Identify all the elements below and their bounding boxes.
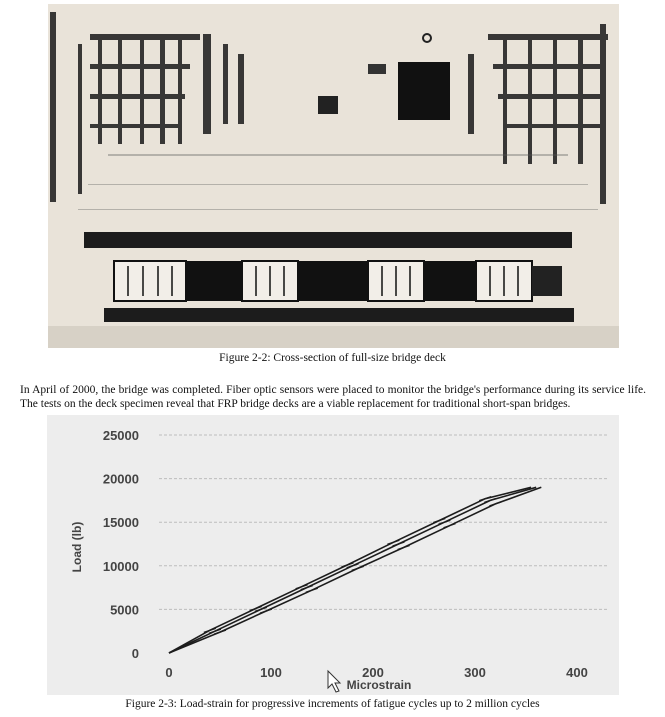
data-point bbox=[444, 524, 456, 528]
y-tick-label: 10000 bbox=[102, 558, 139, 574]
figure-2-2-caption: Figure 2-2: Cross-section of full-size bridge deck bbox=[219, 352, 446, 364]
y-tick-label: 15000 bbox=[102, 515, 139, 531]
y-tick-label: 25000 bbox=[102, 428, 139, 443]
data-point bbox=[489, 502, 501, 506]
bridge-deck-photo bbox=[48, 4, 619, 348]
y-tick-label: 5000 bbox=[110, 602, 139, 618]
x-tick-label: 0 bbox=[165, 665, 173, 680]
y-axis-label: Load (lb) bbox=[70, 521, 84, 573]
figure-2-3-caption: Figure 2-3: Load-strain for progressive increments of fatigue cycles up to 2 million cycles bbox=[125, 698, 540, 710]
load-strain-chart bbox=[47, 415, 619, 695]
data-point bbox=[306, 588, 318, 592]
x-tick-label: 400 bbox=[566, 665, 588, 680]
y-tick-label: 20000 bbox=[102, 471, 139, 487]
x-tick-label: 100 bbox=[260, 665, 282, 680]
body-paragraph: In April of 2000, the bridge was completed. Fiber optic sensors were placed to monitor the bridge's performance during its service life. The tests on the deck specimen reveal that FRP bridge decks are a viable replacement for traditional short-span bridges. bbox=[20, 384, 646, 410]
load-strain-chart-svg bbox=[47, 415, 619, 695]
x-tick-label: 300 bbox=[464, 665, 486, 680]
y-tick-label: 0 bbox=[131, 646, 139, 661]
data-point bbox=[352, 566, 364, 570]
series-line bbox=[169, 487, 541, 653]
mouse-cursor-icon bbox=[328, 671, 340, 692]
x-tick-label: 200 bbox=[362, 665, 384, 680]
data-point bbox=[398, 545, 410, 549]
x-axis-label: Microstrain bbox=[346, 678, 412, 692]
